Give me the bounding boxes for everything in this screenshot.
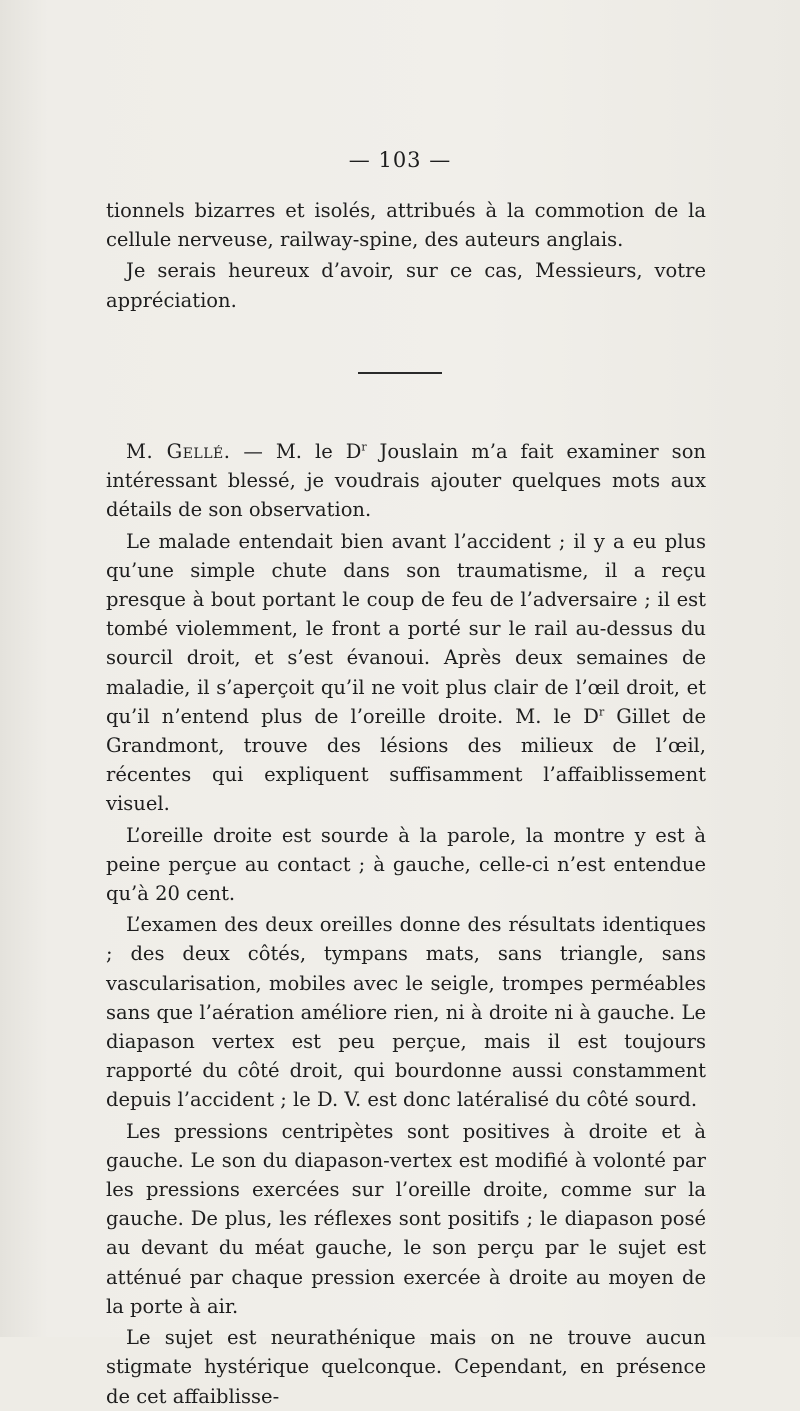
paragraph-neurasthenic: Le sujet est neurathénique mais on ne trouve aucun stigmate hystérique quelconque. Cependant, en présence de cet affaiblisse- [106,1326,706,1408]
paragraph-accident-part1: Le malade entendait bien avant l’accident ; il y a eu plus qu’une simple chute dans son traumatisme, il a reçu presque à bout portant le coup de feu de l’adversaire ; il est tombé violemment, le front a porté sur le rail au-dessus du sourcil droit, et s’est évanoui. Après deux semaines de maladie, il s’aperçoit qu’il ne voit plus clair de l’œil droit, et qu’il n’entend plus de l’oreille droite. M. le D [106,529,706,728]
closing-paragraph: Je serais heureux d’avoir, sur ce cas, Messieurs, votre appréciation. [106,259,706,312]
section-separator [358,372,442,374]
continued-paragraph: tionnels bizarres et isolés, attribués à la commotion de la cellule nerveuse, railway-spine, des auteurs anglais. [106,199,706,252]
doctor-abbrev-sup: r [361,440,367,454]
previous-intervention-ending [106,196,706,315]
paragraph-pressions: Les pressions centripètes sont positives à droite et à gauche. Le son du diapason-vertex est modifié à volonté par les pressions exercées sur l’oreille droite, comme sur la gauche. De plus, les réflexes sont positifs ; le diapason posé au devant du méat gauche, le son perçu par le sujet est atténué par chaque pression exercée à droite au moyen de la porte à air. [106,1119,706,1318]
paragraph-exam: L’examen des deux oreilles donne des résultats identiques ; des deux côtés, tympans mats, sans triangle, sans vascularisation, mobiles avec le seigle, trompes perméables sans que l’aération améliore rien, ni à droite ni à gauche. Le diapason vertex est peu perçue, mais il est toujours rapporté du côté droit, qui bourdonne aussi constamment depuis l’accident ; le D. V. est donc latéralisé du côté sourd. [106,913,706,1112]
paragraph-right-ear: L’oreille droite est sourde à la parole, la montre y est à peine perçue au contact ; à gauche, celle-ci n’est entendue qu’à 20 cent. [106,823,706,906]
paragraph-accident-part2: Gillet de Grandmont, trouve des lésions des milieux de l’œil, récentes qui expliquent suffisamment l’affaiblissement visuel. [106,704,706,816]
speaker-name: M. Gellé. [126,440,231,463]
doctor-abbrev-sup: r [598,705,605,719]
page-number: — 103 — [348,148,452,172]
gelle-intervention [106,437,706,1411]
paragraph-accident [106,527,706,819]
opening-prefix: — M. le D [230,440,362,463]
opening-rest: Jouslain m’a fait examiner son intéressant blessé, je voudrais ajouter quelques mots aux détails de son observation. [106,440,706,522]
intervention-opening [106,437,706,525]
